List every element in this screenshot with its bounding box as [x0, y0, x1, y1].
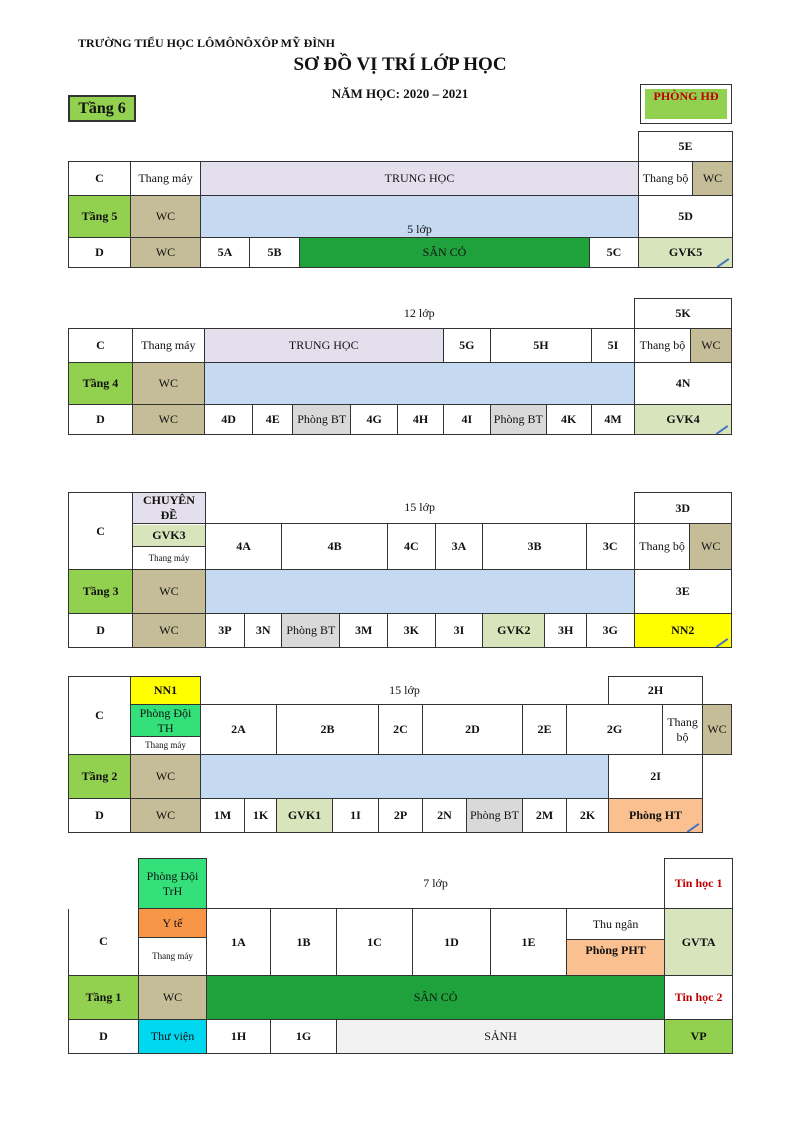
- room-5i: 5I: [591, 329, 634, 363]
- room-5c: 5C: [590, 238, 639, 268]
- room-d-8: 4K: [546, 405, 591, 435]
- floor-4-grid: [68, 298, 732, 435]
- room-d-1: 3P: [205, 614, 244, 648]
- wc-left: WC: [131, 196, 201, 238]
- meeting-room-label: PHÒNG HĐ: [645, 89, 727, 119]
- gvk4-room: GVK4: [635, 405, 732, 435]
- wc-left: WC: [132, 363, 204, 405]
- room-d-2: 1K: [245, 799, 277, 833]
- floor-4-label: Tầng 4: [69, 363, 133, 405]
- wc-right: WC: [703, 705, 732, 755]
- stairs: Thang bộ: [663, 705, 703, 755]
- room-d-3: Phòng BT: [293, 405, 351, 435]
- room-d-5: 4H: [398, 405, 443, 435]
- doi-trh-room: Phòng Đội TrH: [139, 859, 207, 909]
- room-d-9: 3G: [586, 614, 634, 648]
- wing-d-label: D: [69, 405, 133, 435]
- floor-3-label: Tầng 3: [69, 570, 133, 614]
- doi-th-room: Phòng Đội TH: [131, 705, 200, 737]
- room-2b: 2B: [277, 705, 379, 755]
- room-1b: 1B: [271, 909, 337, 976]
- room-5g: 5G: [443, 329, 490, 363]
- wc-right: WC: [690, 524, 732, 570]
- floor-6-label: Tầng 6: [68, 95, 136, 122]
- wc-left: WC: [139, 976, 207, 1020]
- corridor: [204, 363, 634, 405]
- room-d-9: 2K: [567, 799, 609, 833]
- room-2c: 2C: [379, 705, 423, 755]
- school-year: NĂM HỌC: 2020 – 2021: [331, 86, 469, 101]
- computer-room-1: Tin học 1: [665, 859, 733, 909]
- room-d-7: GVK2: [483, 614, 545, 648]
- gvk3-room: GVK3: [133, 525, 205, 547]
- room-5h: 5H: [490, 329, 591, 363]
- meeting-room-box: [640, 84, 732, 124]
- room-4n: 4N: [635, 363, 732, 405]
- wc-d: WC: [132, 405, 204, 435]
- stairs: Thang bộ: [639, 162, 693, 196]
- room-3e: 3E: [634, 570, 731, 614]
- room-d-8: 2M: [523, 799, 567, 833]
- room-2h: 2H: [609, 677, 703, 705]
- corridor: [201, 755, 609, 799]
- wc-left: WC: [131, 755, 201, 799]
- room-d-4: 4G: [351, 405, 398, 435]
- room-1c: 1C: [337, 909, 413, 976]
- room-d-1: 4D: [204, 405, 252, 435]
- vice-principal-room: Phòng PHT: [567, 940, 664, 975]
- wing-c-label: C: [69, 162, 131, 196]
- room-3a: 3A: [435, 524, 483, 570]
- room-d-3: Phòng BT: [282, 614, 340, 648]
- elevator: Thang máy: [145, 740, 186, 750]
- gvk5-room: GVK5: [639, 238, 733, 268]
- room-2i: 2I: [609, 755, 703, 799]
- floor-5-grid: [68, 131, 733, 268]
- room-d-3: GVK1: [277, 799, 333, 833]
- stairs: Thang bộ: [634, 524, 690, 570]
- room-d-5: 3K: [388, 614, 436, 648]
- elevator: Thang máy: [148, 552, 190, 563]
- wc-d: WC: [131, 799, 201, 833]
- wing-c-label: C: [69, 677, 131, 755]
- room-5b: 5B: [250, 238, 300, 268]
- room-4a: 4A: [205, 524, 282, 570]
- class-count: 15 lớp: [389, 682, 420, 697]
- room-2g: 2G: [567, 705, 663, 755]
- wc-d: WC: [133, 614, 206, 648]
- computer-room-2: Tin học 2: [665, 976, 733, 1020]
- room-3c: 3C: [586, 524, 634, 570]
- room-d-4: 1I: [333, 799, 379, 833]
- room-1d: 1D: [413, 909, 491, 976]
- floor-1-label: Tầng 1: [69, 976, 139, 1020]
- room-d-5: 2P: [379, 799, 423, 833]
- wc-d: WC: [131, 238, 201, 268]
- library: Thư viện: [139, 1020, 207, 1054]
- trung-hoc-area: TRUNG HỌC: [204, 329, 443, 363]
- wing-c-label: C: [69, 329, 133, 363]
- room-5a: 5A: [201, 238, 250, 268]
- wing-d-label: D: [69, 799, 131, 833]
- room-5e: 5E: [639, 132, 733, 162]
- floor-3-grid: [68, 492, 732, 648]
- room-1h: 1H: [207, 1020, 271, 1054]
- office-vp: VP: [665, 1020, 733, 1054]
- lobby: SẢNH: [337, 1020, 665, 1054]
- room-3d: 3D: [634, 493, 731, 524]
- room-d-1: 1M: [201, 799, 245, 833]
- room-5k: 5K: [635, 299, 732, 329]
- wc-right: WC: [690, 329, 731, 363]
- chuyen-de-room: CHUYÊN ĐỀ: [133, 493, 206, 524]
- cashier: Thu ngân: [567, 909, 664, 940]
- room-4b: 4B: [282, 524, 388, 570]
- class-count: 15 lớp: [404, 500, 435, 515]
- wing-c-label: C: [69, 493, 133, 570]
- floor-2-grid: [68, 676, 732, 833]
- floor-2-label: Tầng 2: [69, 755, 131, 799]
- stairs: Thang bộ: [635, 329, 691, 363]
- room-d-9: 4M: [591, 405, 634, 435]
- room-5d: 5D: [639, 196, 733, 238]
- floor-1-grid: [68, 858, 733, 1054]
- wc-right: WC: [693, 162, 733, 196]
- room-2e: 2E: [523, 705, 567, 755]
- room-d-7: Phòng BT: [467, 799, 523, 833]
- wing-d-label: D: [69, 614, 133, 648]
- corridor: [205, 570, 634, 614]
- room-2d: 2D: [423, 705, 523, 755]
- wc-left: WC: [133, 570, 206, 614]
- room-1g: 1G: [271, 1020, 337, 1054]
- principal-room: Phòng HT: [609, 799, 703, 833]
- grass-yard: SÂN CỎ: [300, 238, 590, 268]
- elevator: Thang máy: [152, 951, 193, 961]
- floor-5-label: Tầng 5: [69, 196, 131, 238]
- wing-c-label: C: [69, 909, 139, 976]
- room-d-6: 4I: [443, 405, 490, 435]
- room-2a: 2A: [201, 705, 277, 755]
- gvta-room: GVTA: [665, 909, 733, 976]
- room-d-6: 3I: [435, 614, 483, 648]
- page-title: SƠ ĐỒ VỊ TRÍ LỚP HỌC: [293, 54, 507, 75]
- class-count: 12 lớp: [403, 305, 435, 320]
- elevator: Thang máy: [132, 329, 204, 363]
- school-name: TRƯỜNG TIỂU HỌC LÔMÔNÔXÔP MỸ ĐÌNH: [78, 36, 336, 50]
- room-d-2: 4E: [253, 405, 293, 435]
- room-d-6: 2N: [423, 799, 467, 833]
- nn2-room: NN2: [634, 614, 731, 648]
- wing-d-label: D: [69, 1020, 139, 1054]
- room-3b: 3B: [483, 524, 587, 570]
- room-1e: 1E: [491, 909, 567, 976]
- room-d-4: 3M: [340, 614, 388, 648]
- grass-yard: SÂN CỎ: [207, 976, 665, 1020]
- room-4c: 4C: [388, 524, 436, 570]
- wing-d-label: D: [69, 238, 131, 268]
- nn1-room: NN1: [131, 677, 201, 705]
- room-1a: 1A: [207, 909, 271, 976]
- room-d-8: 3H: [545, 614, 586, 648]
- room-d-7: Phòng BT: [490, 405, 546, 435]
- class-count: 5 lớp: [201, 196, 639, 238]
- room-d-2: 3N: [245, 614, 282, 648]
- elevator: Thang máy: [131, 162, 201, 196]
- trung-hoc-area: TRUNG HỌC: [201, 162, 639, 196]
- medical-room: Y tế: [139, 909, 206, 938]
- class-count: 7 lớp: [423, 875, 448, 890]
